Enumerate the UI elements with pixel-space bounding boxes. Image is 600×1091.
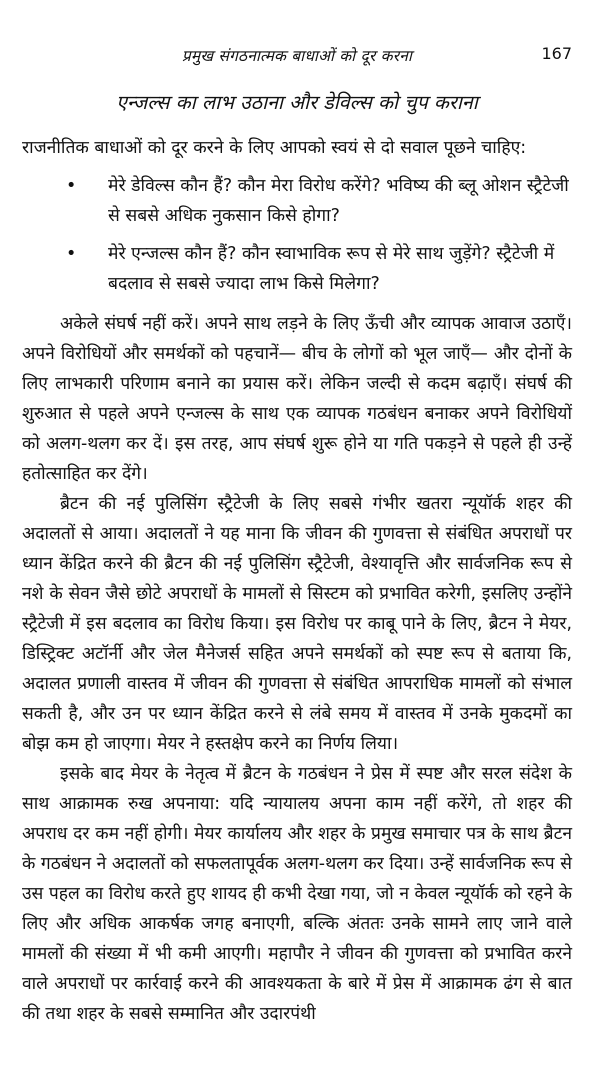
bullet-icon: • <box>66 176 77 197</box>
list-item-text: मेरे एन्जल्स कौन हैं? कौन स्वाभाविक रूप से मेरे साथ जुड़ेंगे? स्ट्रैटेजी में बदलाव से सबसे ज्यादा लाभ किसे मिलेगा? <box>108 244 555 295</box>
running-header <box>22 0 572 65</box>
list-item-text: मेरे डेविल्स कौन हैं? कौन मेरा विरोध करेंगे? भविष्य की ब्लू ओशन स्ट्रैटेजी से सबसे अधिक नुकसान किसे होगा? <box>108 176 569 227</box>
bullet-icon: • <box>66 244 77 265</box>
body-paragraph: अकेले संघर्ष नहीं करें। अपने साथ लड़ने के लिए ऊँची और व्यापक आवाज उठाएँ। अपने विरोधियों और समर्थकों को पहचानें— बीच के लोगों को भूल जाएँ— और दोनों के लिए लाभकारी परिणाम बनाने का प्रयास करें। लेकिन जल्दी से कदम बढ़ाएँ। संघर्ष की शुरुआत से पहले अपने एन्जल्स के साथ एक व्यापक गठबंधन बनाकर अपने विरोधियों को अलग-थलग कर दें। इस तरह, आप संघर्ष शुरू होने या गति पकड़ने से पहले ही उन्हें हतोत्साहित कर देंगे। <box>22 314 572 485</box>
question-list <box>22 171 572 299</box>
section-heading: एन्जल्स का लाभ उठाना और डेविल्स को चुप कराना <box>116 91 478 114</box>
body-paragraph: ब्रैटन की नई पुलिसिंग स्ट्रैटेजी के लिए सबसे गंभीर खतरा न्यूयॉर्क शहर की अदालतों से आया। अदालतों ने यह माना कि जीवन की गुणवत्ता से संबंधित अपराधों पर ध्यान केंद्रित करने की ब्रैटन की नई पुलिसिंग स्ट्रैटेजी, वेश्यावृत्ति और सार्वजनिक रूप से नशे के सेवन जैसे छोटे अपराधों के मामलों से सिस्टम को प्रभावित करेगी, इसलिए उन्होंने स्ट्रैटेजी में इस बदलाव का विरोध किया। इस विरोध पर काबू पाने के लिए, ब्रैटन ने मेयर, डिस्ट्रिक्ट अटॉर्नी और जेल मैनेजर्स सहित अपने समर्थकों को स्पष्ट रूप से बताया कि, अदालत प्रणाली वास्तव में जीवन की गुणवत्ता से संबंधित आपराधिक मामलों को संभाल सकती है, और उन पर ध्यान केंद्रित करने से लंबे समय में वास्तव में उनके मुकदमों का बोझ कम हो जाएगा। मेयर ने हस्तक्षेप करने का निर्णय लिया। <box>22 494 572 755</box>
list-item <box>22 171 572 231</box>
intro-paragraph: राजनीतिक बाधाओं को दूर करने के लिए आपको स्वयं से दो सवाल पूछने चाहिए: <box>22 138 527 159</box>
running-header-title: प्रमुख संगठनात्मक बाधाओं को दूर करना <box>181 47 413 65</box>
list-item <box>22 239 572 299</box>
body-paragraph: इसके बाद मेयर के नेतृत्व में ब्रैटन के गठबंधन ने प्रेस में स्पष्ट और सरल संदेश के साथ आक्रामक रुख अपनाया: यदि न्यायालय अपना काम नहीं करेंगे, तो शहर की अपराध दर कम नहीं होगी। मेयर कार्यालय और शहर के प्रमुख समाचार पत्र के साथ ब्रैटन के गठबंधन ने अदालतों को सफलतापूर्वक अलग-थलग कर दिया। उन्हें सार्वजनिक रूप से उस पहल का विरोध करते हुए शायद ही कभी देखा गया, जो न केवल न्यूयॉर्क को रहने के लिए और अधिक आकर्षक जगह बनाएगी, बल्कि अंततः उनके सामने लाए जाने वाले मामलों की संख्या में भी कमी आएगी। महापौर ने जीवन की गुणवत्ता को प्रभावित करने वाले अपराधों पर कार्रवाई करने की आवश्यकता के बारे में प्रेस में आक्रामक ढंग से बात की तथा शहर के सबसे सम्मानित और उदारपंथी <box>22 764 572 1025</box>
page-number: 167 <box>541 44 572 63</box>
